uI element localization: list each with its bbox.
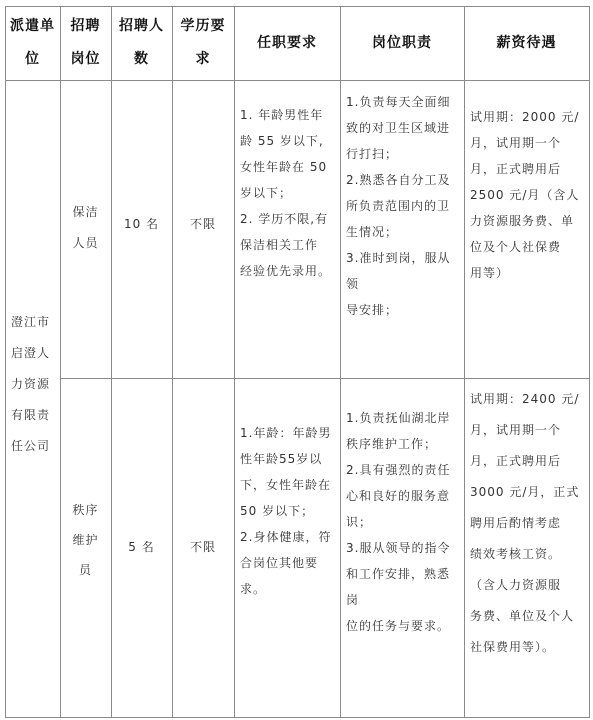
header-count: 招聘人 数 xyxy=(119,18,164,67)
header-duties: 岗位职责 xyxy=(372,34,432,51)
row1-salary: 试用期：2000 元/ 月，试用期一个 月，正式聘用后 2500 元/月（含人 力资源服务费、单 位及个人社保费 用等） xyxy=(470,110,580,280)
row2-requirements: 1.年龄：年龄男 性年龄55岁以 下，女性年龄在 50 岁以下； 2.身体健康，符 合岗位其他要 求。 xyxy=(240,426,332,596)
table-border-bottom xyxy=(5,717,590,718)
row1-duties: 1.负责每天全面细 致的对卫生区域进 行打扫； 2.熟悉各自分工及 所负责范围内的卫 生情况； 3.准时到岗，服从领 导安排； xyxy=(346,95,451,317)
row-divider xyxy=(60,378,590,379)
header-position: 招聘 岗位 xyxy=(70,18,101,67)
row2-education: 不限 xyxy=(189,540,216,554)
row1-education: 不限 xyxy=(189,217,216,231)
recruitment-table xyxy=(5,6,590,718)
header-requirements: 任职要求 xyxy=(257,34,317,51)
row1-position: 保洁 人员 xyxy=(72,205,99,250)
column-divider xyxy=(172,6,173,718)
row1-count: 10 名 xyxy=(123,217,160,231)
row2-duties: 1.负责抚仙湖北岸 秩序维护工作； 2.具有强烈的责任 心和良好的服务意 识； 3.服从领导的指令 和工作安排，熟悉岗 位的任务与要求。 xyxy=(346,411,451,633)
row2-count: 5 名 xyxy=(128,540,155,554)
header-education: 学历要 求 xyxy=(180,18,226,67)
column-divider xyxy=(60,6,61,718)
column-divider xyxy=(111,6,112,718)
header-divider xyxy=(5,80,590,81)
table-border-left xyxy=(5,6,6,718)
unit-cell: 澄江市 启澄人 力资源 有限责 任公司 xyxy=(11,315,51,453)
row1-requirements: 1. 年龄男性年 龄 55 岁以下, 女性年龄在 50 岁以下； 2. 学历不限,有 保洁相关工作 经验优先录用。 xyxy=(240,108,332,278)
table-border-right xyxy=(589,6,590,718)
header-salary: 薪资待遇 xyxy=(496,34,557,51)
row2-salary: 试用期：2400 元/ 月，试用期一个 月，正式聘用后 3000 元/月，正式 聘用后酌情考虑 绩效考核工资。 （含人力资源服 务费、单位及个人 社保费用等）。 xyxy=(470,392,580,654)
row2-position: 秩序 维护 员 xyxy=(72,503,99,577)
header-unit: 派遣单 位 xyxy=(10,18,55,67)
